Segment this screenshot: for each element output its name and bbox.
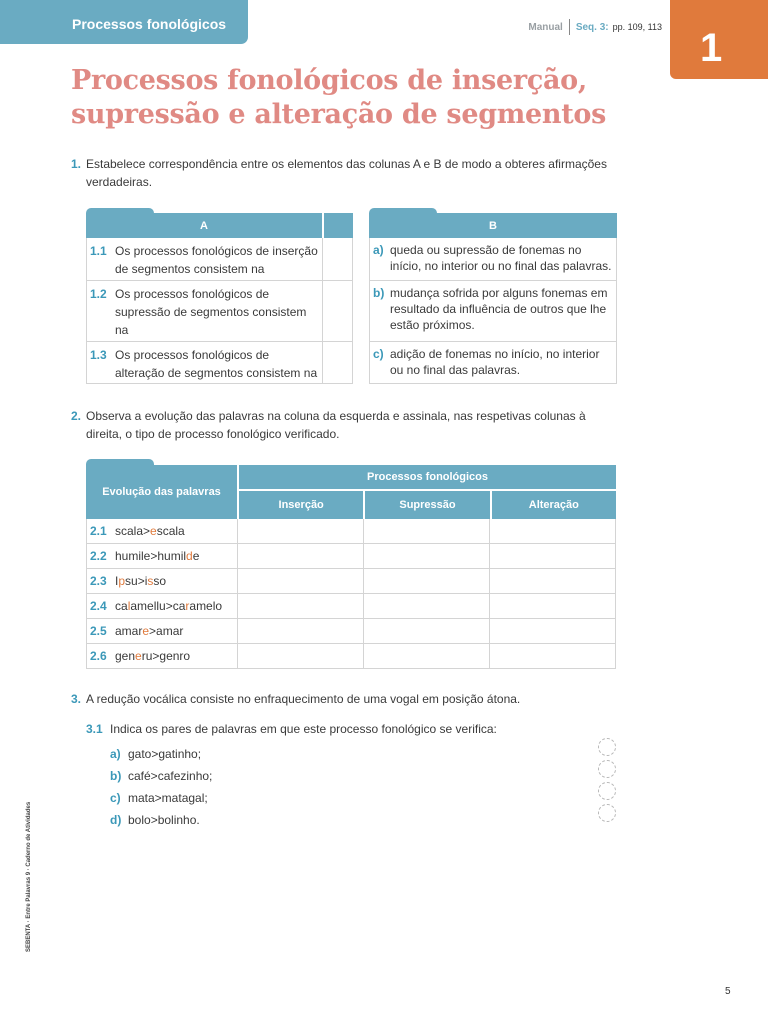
- processes-table: [86, 465, 616, 669]
- question-3-1: [86, 721, 497, 737]
- table-tab: [86, 208, 154, 216]
- divider: [569, 19, 570, 35]
- table-row: [86, 594, 616, 619]
- row-statement: adição de fonemas no início, no interior ou no final das palavras.: [390, 347, 600, 377]
- word-part: scala: [156, 524, 185, 538]
- question-2: [71, 407, 619, 443]
- table-row: [86, 569, 616, 594]
- suppression-cell[interactable]: [364, 594, 490, 618]
- option-letter: c): [110, 791, 121, 805]
- section-tab-label: Processos fonológicos: [72, 16, 227, 32]
- table-row: [86, 519, 616, 544]
- column-b-table: [369, 213, 617, 384]
- row-text: [87, 238, 322, 280]
- table-row: [86, 238, 353, 281]
- word-part: scala>: [115, 524, 151, 538]
- seq-label: Seq. 3:: [575, 21, 609, 33]
- process-subheaders: [239, 491, 616, 519]
- insertion-cell[interactable]: [238, 544, 364, 568]
- page-title: Processos fonológicos de inserção, supressão e alteração de segmentos: [71, 65, 607, 130]
- row-text: [87, 342, 322, 383]
- suppression-cell[interactable]: [364, 519, 490, 543]
- option-text: mata>matagal;: [128, 791, 208, 805]
- row-statement: queda ou supressão de fonemas no início, no interior ou no final das palavras.: [390, 243, 612, 273]
- option-text: bolo>bolinho.: [128, 813, 200, 827]
- highlight: r: [185, 599, 190, 613]
- answer-box[interactable]: [322, 238, 353, 280]
- answer-circles: [598, 738, 616, 826]
- word-evolution: [87, 519, 238, 543]
- side-publication-label: SEBENTA · Entre Palavras 9 · Caderno de Atividades: [26, 801, 32, 952]
- word-evolution: [87, 619, 238, 643]
- suppression-cell[interactable]: [364, 644, 490, 668]
- option-letter: b): [110, 769, 122, 783]
- word-evolution: [87, 594, 238, 618]
- table-row: [86, 342, 353, 384]
- word-part: I: [115, 574, 119, 588]
- page-reference: pp. 109, 113: [612, 22, 662, 32]
- highlight: e: [150, 524, 157, 538]
- row-number: 2.1: [90, 524, 107, 538]
- answer-box[interactable]: [322, 281, 353, 341]
- highlight: e: [142, 624, 150, 638]
- alteration-header: Alteração: [490, 491, 616, 519]
- column-a-label: A: [86, 213, 322, 238]
- words-column-header: Evolução das palavras: [86, 465, 237, 519]
- row-statement: Os processos fonológicos de alteração de segmentos consistem na: [115, 348, 318, 380]
- unit-number: 1: [700, 26, 723, 70]
- answer-circle-c[interactable]: [598, 782, 616, 800]
- alteration-cell[interactable]: [490, 619, 616, 643]
- insertion-header: Inserção: [239, 491, 363, 519]
- options-list: [110, 746, 212, 834]
- table-row: [369, 281, 617, 342]
- row-number: 2.3: [90, 574, 107, 588]
- manual-reference: [528, 19, 662, 35]
- table-row: [86, 544, 616, 569]
- question-text: A redução vocálica consiste no enfraquecimento de uma vogal em posição átona.: [86, 692, 521, 706]
- section-tab: [0, 0, 248, 44]
- highlight: l: [127, 599, 131, 613]
- row-text: [87, 281, 322, 341]
- question-text: Estabelece correspondência entre os elementos das colunas A e B de modo a obteres afirmações verdadeiras.: [86, 157, 607, 189]
- column-a-table: [86, 213, 353, 384]
- subquestion-number: 3.1: [86, 722, 103, 736]
- manual-label: Manual: [528, 21, 563, 33]
- word-part: gen: [115, 649, 136, 663]
- table-row: [86, 281, 353, 342]
- answer-box[interactable]: [322, 342, 353, 383]
- alteration-cell[interactable]: [490, 644, 616, 668]
- option-text: gato>gatinho;: [128, 747, 202, 761]
- row-number: 2.6: [90, 649, 107, 663]
- table-row: [86, 644, 616, 669]
- answer-circle-d[interactable]: [598, 804, 616, 822]
- suppression-cell[interactable]: [364, 544, 490, 568]
- row-statement: mudança sofrida por alguns fonemas em resultado da influência de outros que lhe estão próximos.: [390, 286, 608, 332]
- option-text: café>cafezinho;: [128, 769, 213, 783]
- answer-circle-a[interactable]: [598, 738, 616, 756]
- highlight: p: [118, 574, 126, 588]
- table-row: [86, 619, 616, 644]
- alteration-cell[interactable]: [490, 569, 616, 593]
- word-evolution: [87, 569, 238, 593]
- row-letter: a): [373, 243, 384, 257]
- column-b-header: B: [369, 213, 617, 238]
- column-a-header: [86, 213, 353, 238]
- option-letter: a): [110, 747, 121, 761]
- suppression-header: Supressão: [363, 491, 489, 519]
- word-part: amelo: [189, 599, 223, 613]
- word-part: su>i: [125, 574, 148, 588]
- question-3: [71, 690, 619, 708]
- suppression-cell[interactable]: [364, 619, 490, 643]
- alteration-cell[interactable]: [490, 519, 616, 543]
- table-tab: [86, 459, 154, 469]
- alteration-cell[interactable]: [490, 594, 616, 618]
- word-part: ca: [115, 599, 128, 613]
- page-number: 5: [725, 986, 731, 997]
- word-part: humile>humil: [115, 549, 187, 563]
- insertion-cell[interactable]: [238, 569, 364, 593]
- answer-circle-b[interactable]: [598, 760, 616, 778]
- table-tab: [369, 208, 437, 216]
- row-number: 1.3: [90, 348, 107, 362]
- row-number: 1.1: [90, 244, 107, 258]
- highlight: e: [135, 649, 142, 663]
- word-part: e: [192, 549, 200, 563]
- row-number: 1.2: [90, 287, 107, 301]
- highlight: d: [186, 549, 193, 563]
- list-item: [110, 790, 212, 812]
- question-number: 2.: [71, 409, 82, 423]
- question-number: 3.: [71, 692, 82, 706]
- word-part: amar: [115, 624, 143, 638]
- table-row: [369, 238, 617, 281]
- subquestion-text: Indica os pares de palavras em que este processo fonológico se verifica:: [110, 722, 497, 736]
- list-item: [110, 746, 212, 768]
- word-part: amellu>ca: [130, 599, 186, 613]
- row-number: 2.4: [90, 599, 107, 613]
- table-row: [369, 342, 617, 384]
- row-letter: b): [373, 286, 385, 300]
- row-letter: c): [373, 347, 384, 361]
- word-evolution: [87, 544, 238, 568]
- list-item: [110, 768, 212, 790]
- question-text: Observa a evolução das palavras na coluna da esquerda e assinala, nas respetivas colunas à direita, o tipo de processo fonológico verificado.: [86, 409, 586, 441]
- word-part: ru>genro: [141, 649, 191, 663]
- word-part: so: [153, 574, 167, 588]
- alteration-cell[interactable]: [490, 544, 616, 568]
- list-item: [110, 812, 212, 834]
- processes-column-header: Processos fonológicos: [239, 465, 616, 491]
- question-number: 1.: [71, 157, 82, 171]
- row-number: 2.2: [90, 549, 107, 563]
- unit-number-badge: [670, 0, 768, 79]
- option-letter: d): [110, 813, 122, 827]
- insertion-cell[interactable]: [238, 644, 364, 668]
- processes-header-group: [237, 465, 616, 519]
- suppression-cell[interactable]: [364, 569, 490, 593]
- answer-column-header: [322, 213, 353, 238]
- word-evolution: [87, 644, 238, 668]
- insertion-cell[interactable]: [238, 619, 364, 643]
- insertion-cell[interactable]: [238, 519, 364, 543]
- row-statement: Os processos fonológicos de supressão de segmentos consistem na: [115, 287, 307, 337]
- row-statement: Os processos fonológicos de inserção de segmentos consistem na: [115, 244, 318, 276]
- question-1: [71, 155, 619, 191]
- insertion-cell[interactable]: [238, 594, 364, 618]
- row-number: 2.5: [90, 624, 107, 638]
- table-header: [86, 465, 616, 519]
- word-part: >amar: [149, 624, 184, 638]
- highlight: s: [147, 574, 154, 588]
